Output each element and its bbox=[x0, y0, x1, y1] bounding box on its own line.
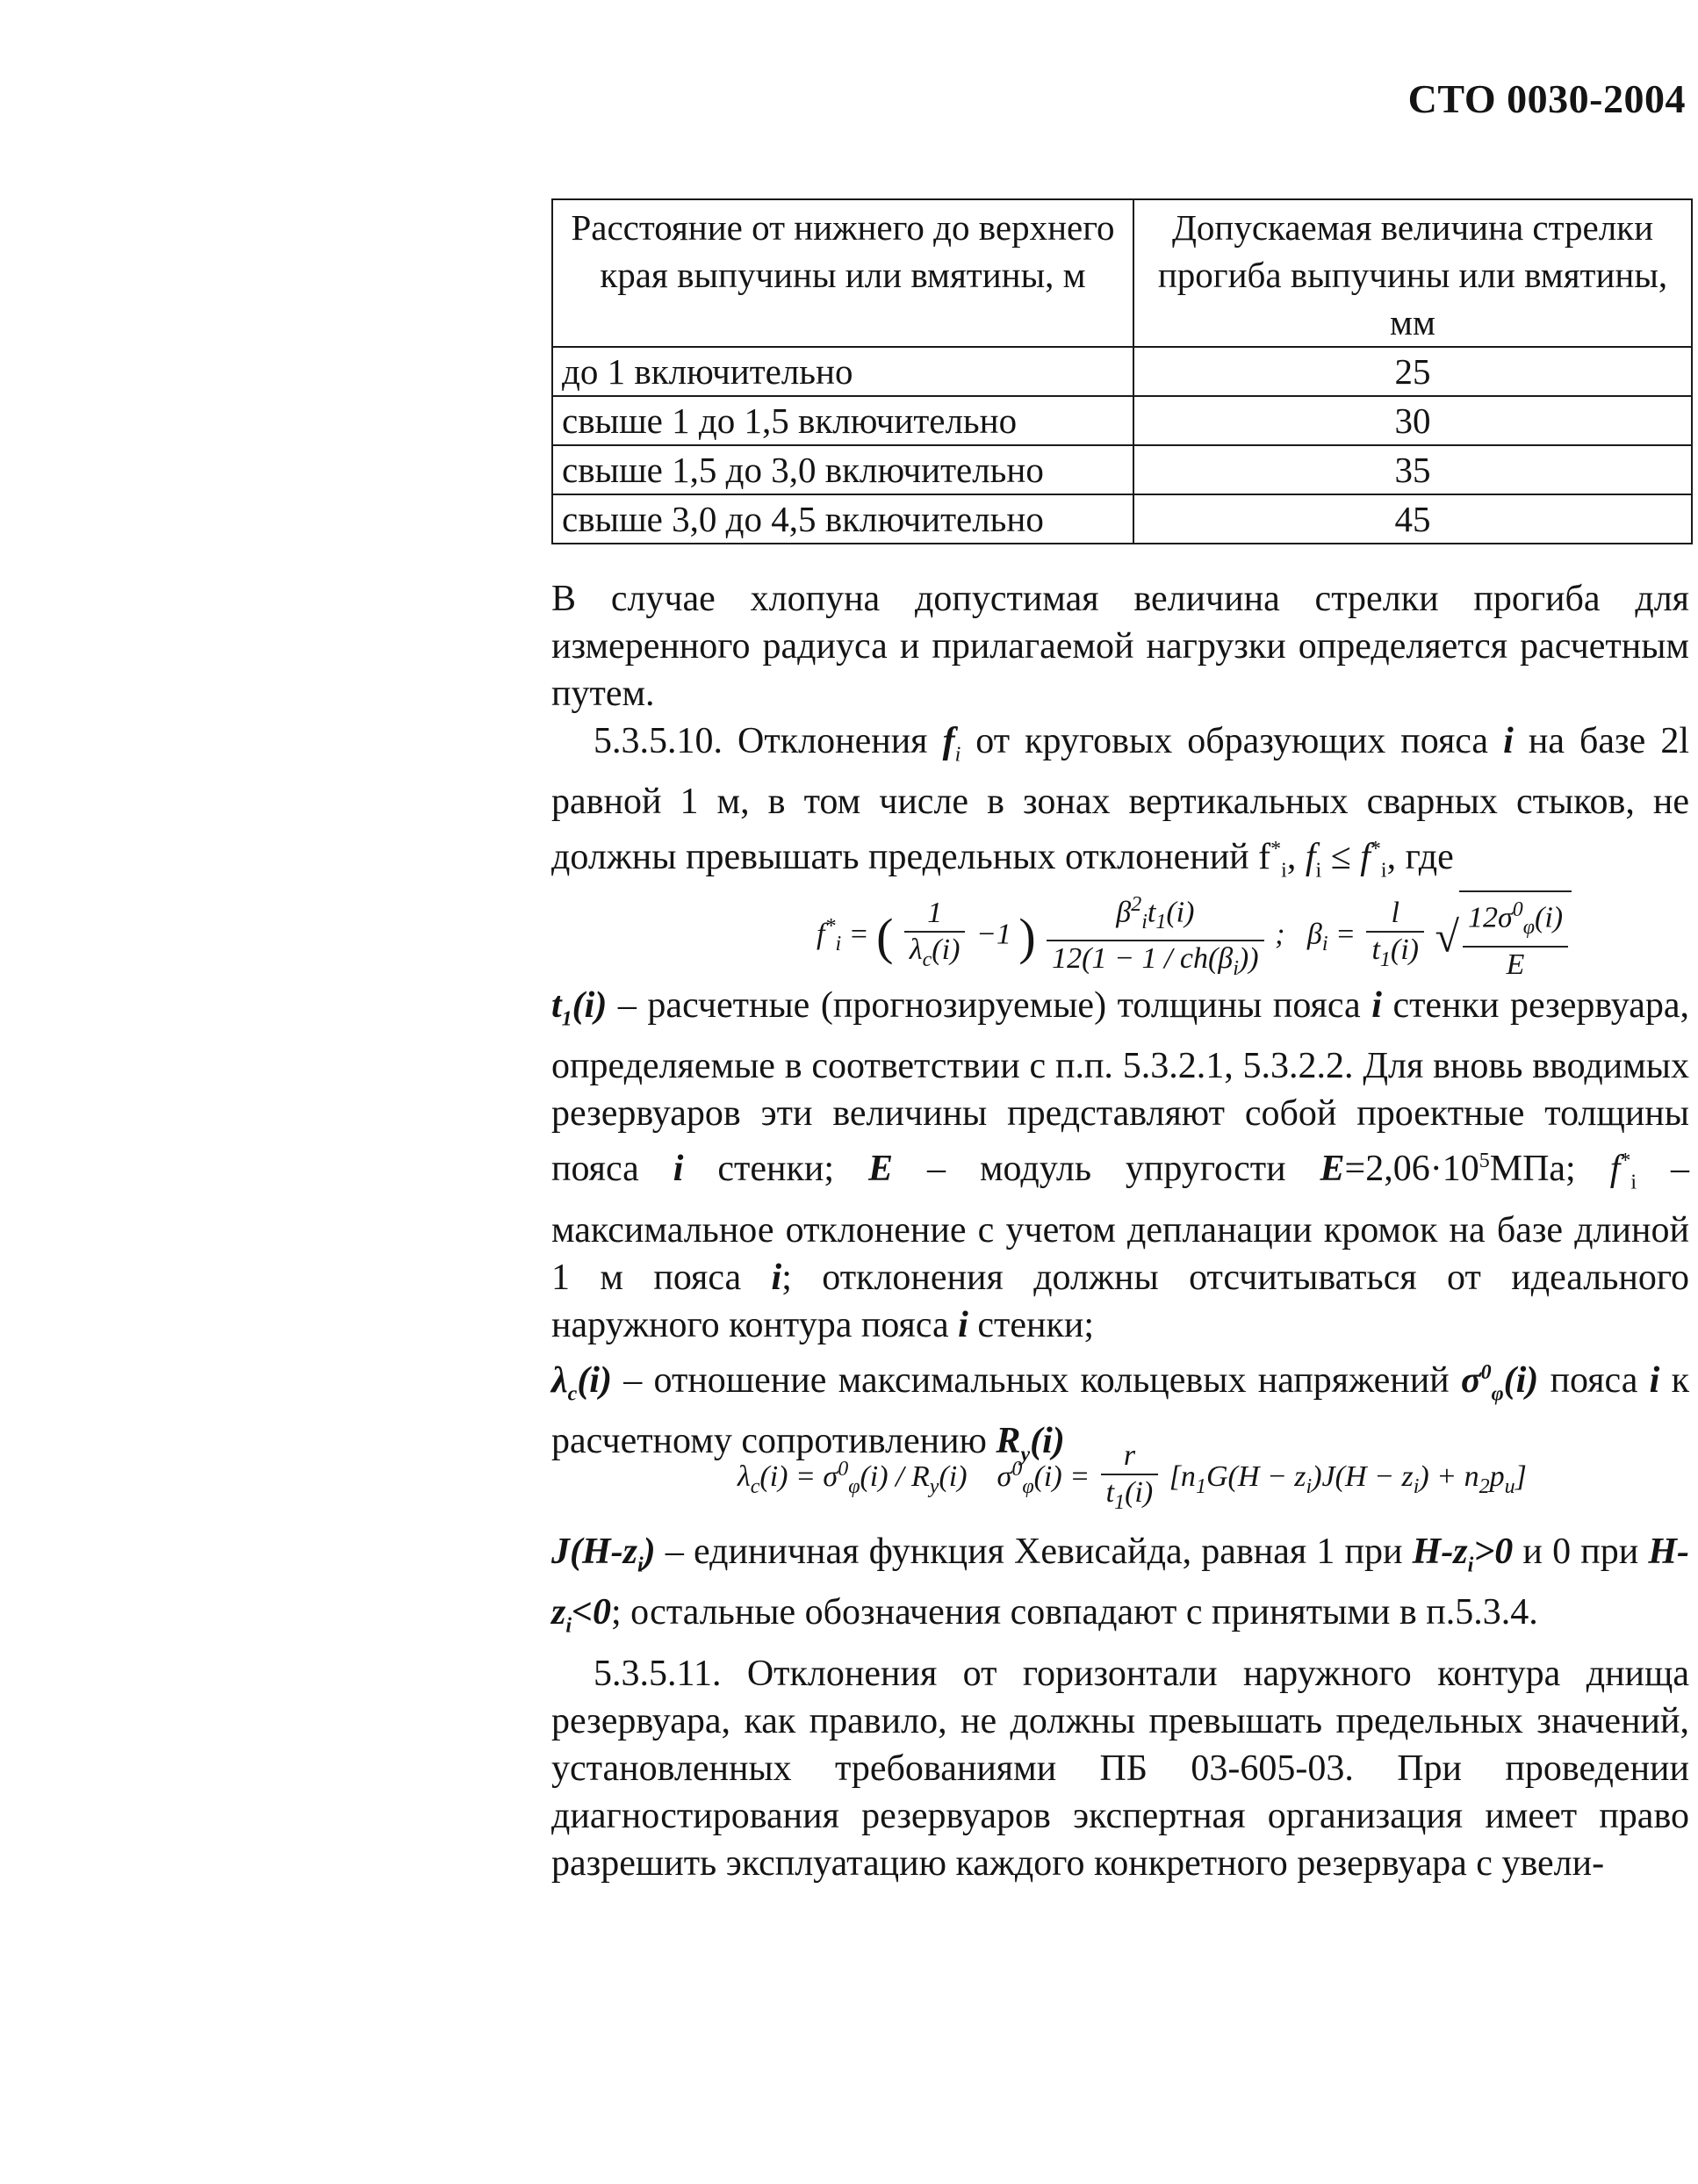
table-cell-range: до 1 включительно bbox=[552, 347, 1133, 396]
deflection-table bbox=[551, 198, 1693, 544]
paragraph-popping: В случае хлопуна допустимая величина стрелки прогиба для измеренного радиуса и прилагаемой нагрузки определяется расчетным путем. bbox=[551, 579, 1689, 714]
paragraph-5-3-5-11: 5.3.5.11. Отклонения от горизонтали наружного контура днища резервуара, как правило, не должны превышать предельных значений, установленных требованиями ПБ 03-605-03. При проведении диагностирования резервуаров экспертная организация имеет право разрешить эксплуатацию каждого конкретного резервуара с увели- bbox=[551, 1653, 1689, 1884]
paragraph-5-3-5-10: 5.3.5.10. Отклонения $f_i$ от круговых образующих пояса i на базе 2l равной 1 м, в том числе в зонах вертикальных сварных стыков, не должны превышать предельных отклонений $f^*_i$, $f_i \le f^*_i$, где bbox=[551, 721, 1690, 883]
table-header-row bbox=[552, 199, 1692, 347]
paragraph-heaviside: $J(H-z_i)$ – единичная функция Хевисайда, равная 1 при $H-z_i>0$ и 0 при $H-z_i<0$; остальные обозначения совпадают с принятыми в п.5.3.4. bbox=[551, 1532, 1689, 1638]
document-code: СТО 0030-2004 bbox=[1407, 76, 1686, 121]
table-row bbox=[552, 445, 1692, 494]
table-row bbox=[552, 347, 1692, 396]
formula-deviation-limit: $f^*_i$ = ( $\frac{1}{\lambda_c(i)}$ −1 ) $\frac{\beta^2_it_1(i)}{12(1 - 1 / ch(\beta_i))}$ ; $\beta_i$ = $\frac{l}{t_1(i)}$ √ $\frac{12\sigma^0_\varphi(i)}{E}$ bbox=[817, 887, 1572, 986]
body-text-middle bbox=[551, 982, 1689, 1479]
table-row bbox=[552, 396, 1692, 445]
body-text-lower bbox=[551, 1528, 1689, 1887]
table-cell-value: 30 bbox=[1133, 396, 1692, 445]
table-header-deflection: Допускаемая величина стрелки прогиба выпучины или вмятины, мм bbox=[1133, 199, 1692, 347]
table-cell-range: свыше 3,0 до 4,5 включительно bbox=[552, 494, 1133, 544]
table-cell-value: 35 bbox=[1133, 445, 1692, 494]
formula-stress-ratio: $\lambda_c(i) = \sigma^0_\varphi(i) / R_y(i)$ $\sigma^0_\varphi(i)$ = $\frac{r}{t_1(i)}$ $[n_1G(H - z_i)J(H - z_i) + n_2p_u]$ bbox=[737, 1439, 1527, 1514]
body-text-upper bbox=[551, 575, 1689, 895]
table-cell-range: свыше 1,5 до 3,0 включительно bbox=[552, 445, 1133, 494]
table-cell-value: 25 bbox=[1133, 347, 1692, 396]
table-cell-value: 45 bbox=[1133, 494, 1692, 544]
paragraph-lambda: $\lambda_c(i)$ – отношение максимальных кольцевых напряжений $\sigma^0_\varphi(i)$ пояса i к расчетному сопротивлению $R_y(i)$ bbox=[551, 1359, 1689, 1467]
table-cell-range: свыше 1 до 1,5 включительно bbox=[552, 396, 1133, 445]
table-row bbox=[552, 494, 1692, 544]
paragraph-thickness: $t_1(i)$ – расчетные (прогнозируемые) толщины пояса i стенки резервуара, определяемые в соответствии с п.п. 5.3.2.1, 5.3.2.2. Для вновь вводимых резервуаров эти величины представляют собой проектные толщины пояса i стенки; E – модуль упругости $E=2,06\cdot 10^5МПа$; $f^*_i$ – максимальное отклонение с учетом депланации кромок на базе длиной 1 м пояса i; отклонения должны отсчитываться от идеального наружного контура пояса i стенки; bbox=[551, 985, 1689, 1345]
table-header-distance: Расстояние от нижнего до верхнего края выпучины или вмятины, м bbox=[552, 199, 1133, 347]
